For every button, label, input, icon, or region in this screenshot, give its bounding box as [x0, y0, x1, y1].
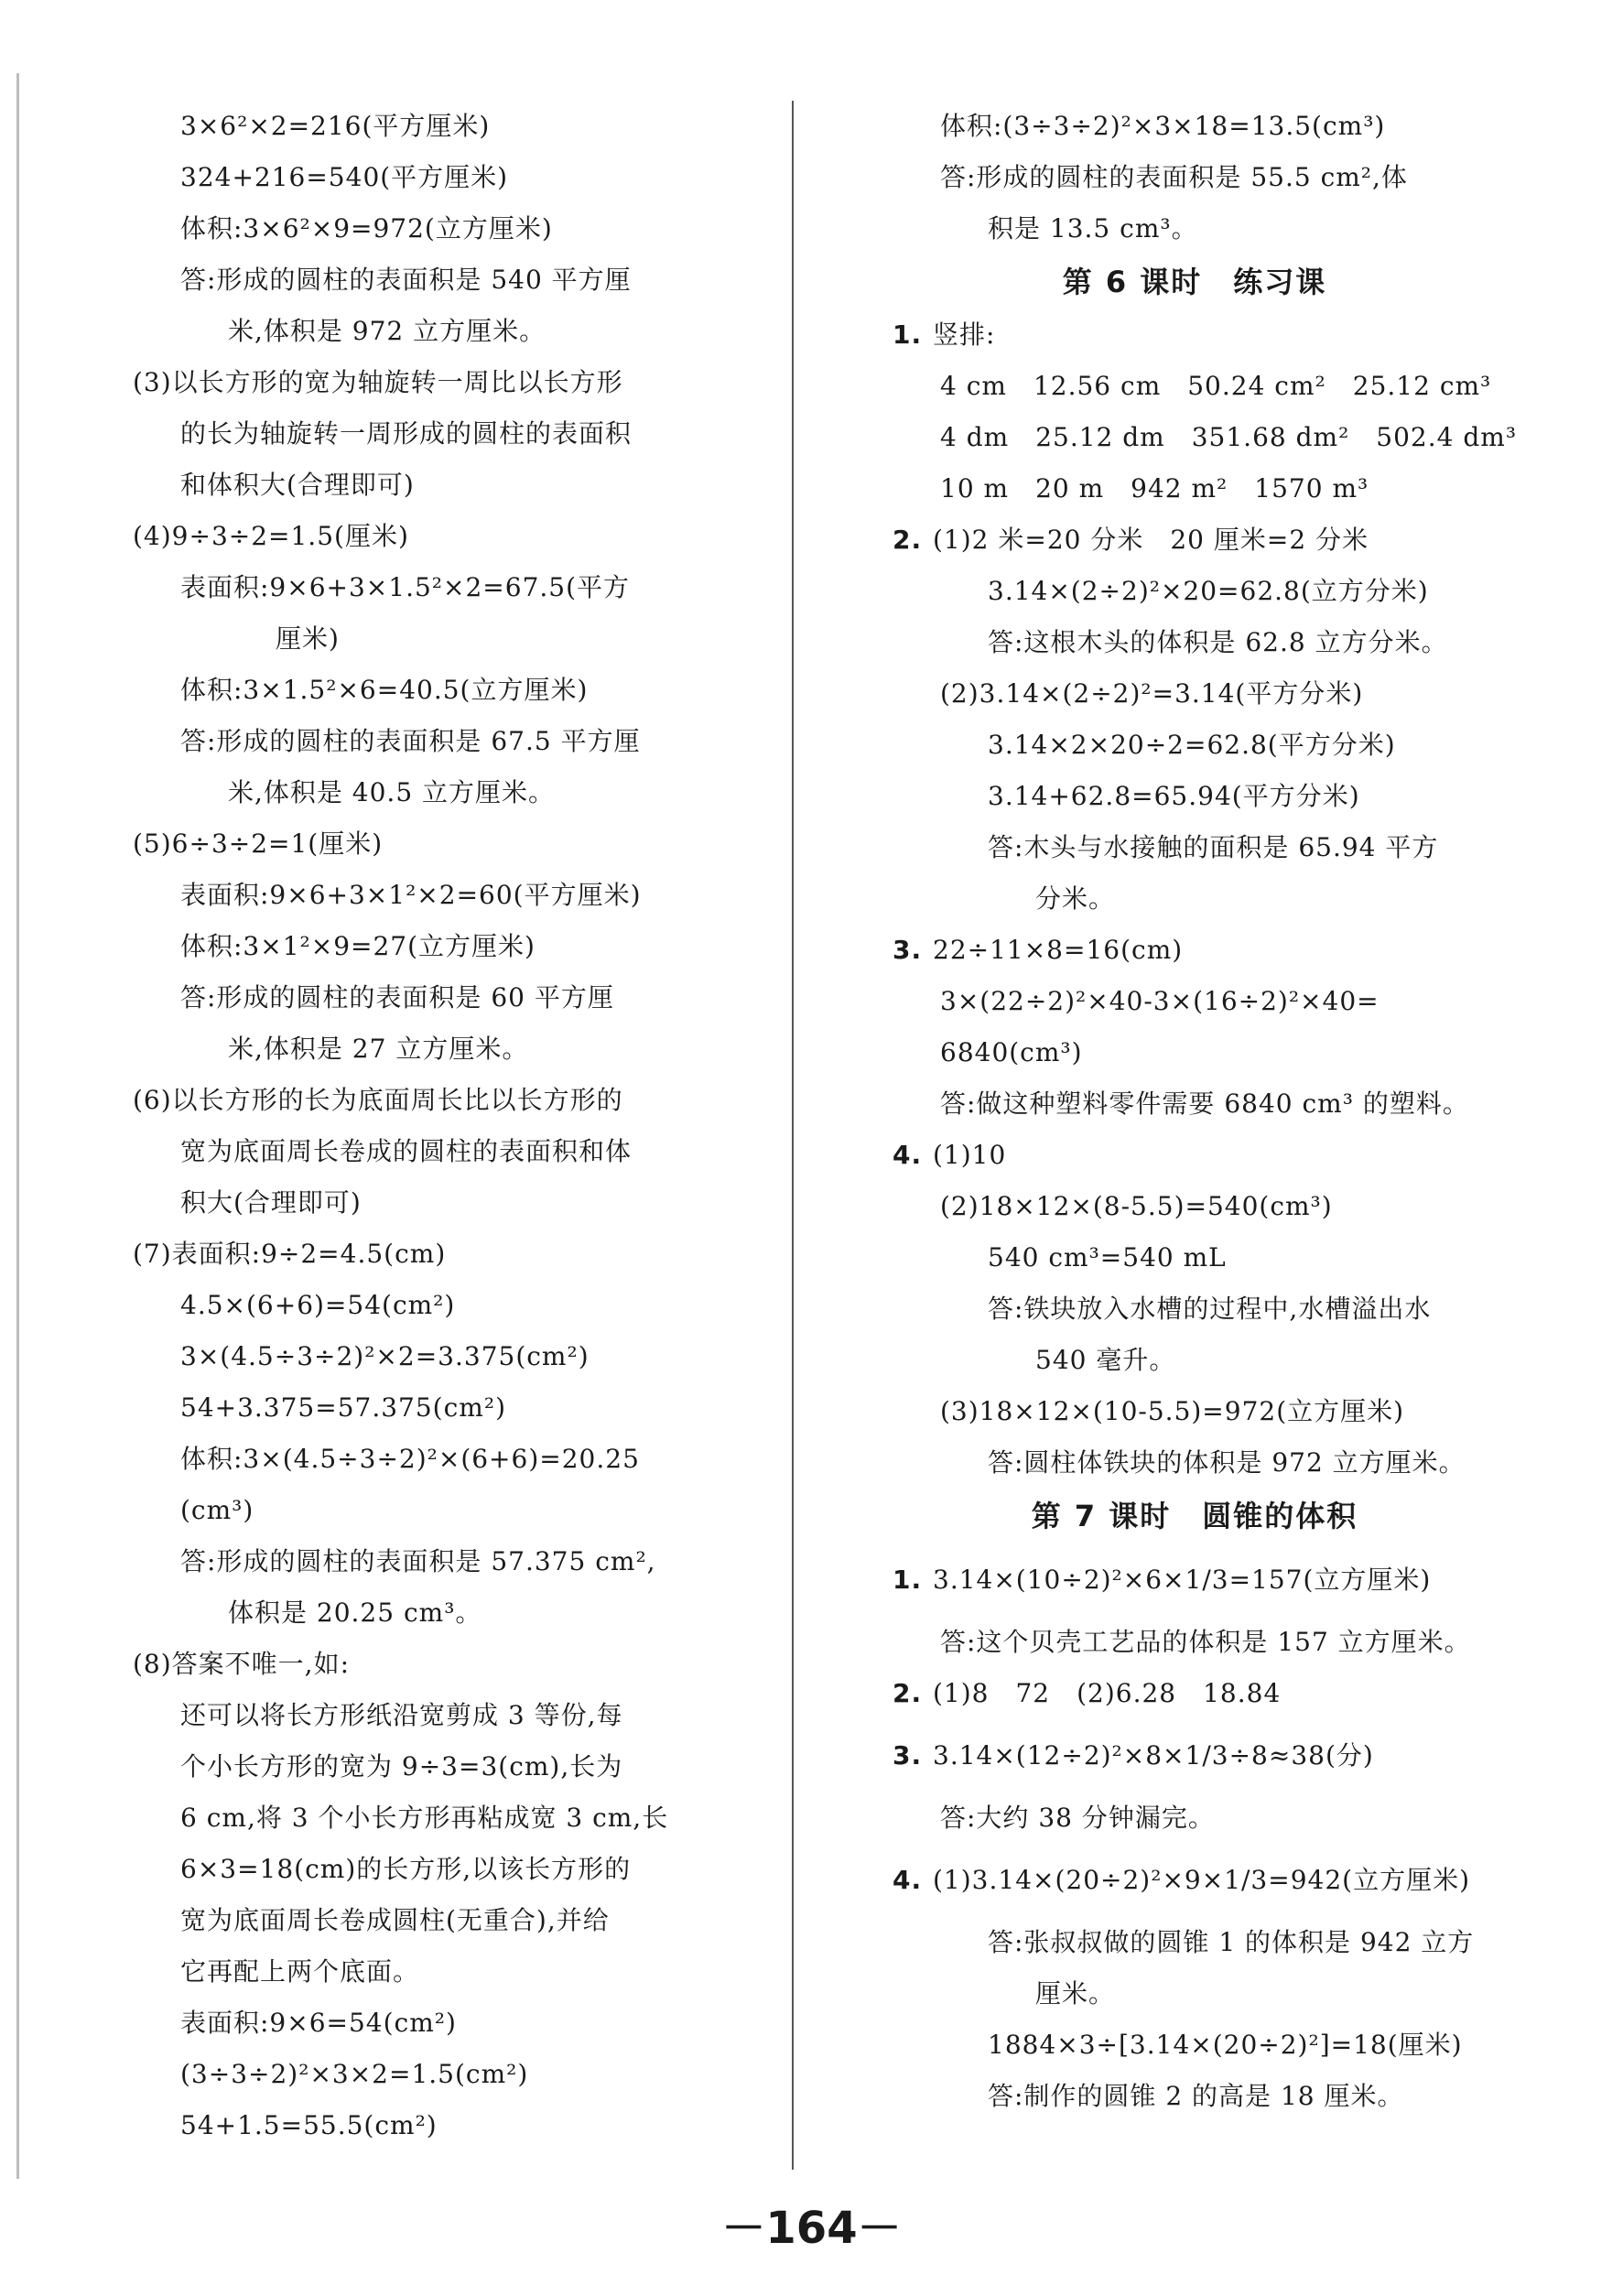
answer-text: 4 dm 25.12 dm 351.68 dm² 502.4 dm³	[940, 422, 1518, 452]
answer-text: 答:这根木头的体积是 62.8 立方分米。	[988, 627, 1448, 657]
answer-text: 米,体积是 27 立方厘米。	[228, 1034, 529, 1064]
answer-line	[133, 357, 764, 408]
answer-text: (3)以长方形的宽为轴旋转一周比以长方形	[133, 367, 623, 397]
question-number: 2.	[893, 525, 923, 555]
answer-line	[893, 101, 1497, 152]
answer-text: 6×3=18(cm)的长方形,以该长方形的	[180, 1854, 632, 1884]
answer-line	[133, 255, 764, 306]
answer-line	[893, 976, 1497, 1027]
answer-text: 厘米)	[276, 623, 340, 654]
answer-text: 积大(合理即可)	[180, 1187, 362, 1218]
answer-text: 米,体积是 40.5 立方厘米。	[228, 777, 556, 807]
answer-text: 3×(22÷2)²×40-3×(16÷2)²×40=	[940, 986, 1380, 1016]
answer-text: 答:大约 38 分钟漏完。	[940, 1803, 1215, 1833]
answer-line	[893, 1437, 1497, 1489]
answer-text: 54+1.5=55.5(cm²)	[180, 2110, 438, 2140]
answer-line	[893, 1617, 1497, 1668]
answer-text: 3.14×(12÷2)²×8×1/3÷8≈38(分)	[933, 1740, 1374, 1771]
answer-text: 4 cm 12.56 cm 50.24 cm² 25.12 cm³	[940, 371, 1492, 401]
answer-text: 3.14×(10÷2)²×6×1/3=157(立方厘米)	[933, 1565, 1432, 1595]
answer-line	[133, 511, 764, 562]
answer-text: 答:木头与水接触的面积是 65.94 平方	[988, 832, 1439, 862]
answer-text: 表面积:9×6+3×1.5²×2=67.5(平方	[180, 572, 631, 602]
answer-text: 厘米。	[1035, 1978, 1116, 2009]
answer-text: 3×6²×2=216(平方厘米)	[180, 111, 491, 141]
answer-text: (1)10	[933, 1140, 1007, 1170]
answer-line	[133, 1895, 764, 1946]
answer-line	[133, 1639, 764, 1690]
answer-line	[893, 617, 1497, 668]
answer-line	[893, 720, 1497, 771]
answer-text: (1)2 米=20 分米 20 厘米=2 分米	[933, 525, 1369, 555]
answer-line	[133, 1382, 764, 1434]
answer-line	[893, 1181, 1497, 1232]
answer-line	[133, 1485, 764, 1536]
answer-text: (3÷3÷2)²×3×2=1.5(cm²)	[180, 2059, 529, 2089]
answer-text: 体积:(3÷3÷2)²×3×18=13.5(cm³)	[940, 111, 1386, 141]
answer-text: 个小长方形的宽为 9÷3=3(cm),长为	[180, 1751, 623, 1782]
answer-line	[893, 1968, 1497, 2020]
answer-line	[133, 1023, 764, 1075]
answer-text: 540 毫升。	[1035, 1345, 1176, 1375]
answer-line	[893, 1917, 1497, 1968]
answer-text: 竖排:	[933, 319, 996, 350]
answer-text: 3×(4.5÷3÷2)²×2=3.375(cm²)	[180, 1341, 590, 1371]
answer-text: 答:这个贝壳工艺品的体积是 157 立方厘米。	[940, 1627, 1471, 1657]
answer-line	[133, 562, 764, 613]
question-number: 4.	[893, 1140, 923, 1170]
answer-text: (6)以长方形的长为底面周长比以长方形的	[133, 1085, 623, 1115]
answer-line	[893, 925, 1497, 976]
answer-text: (7)表面积:9÷2=4.5(cm)	[133, 1239, 447, 1269]
answer-line	[133, 767, 764, 818]
answer-line	[133, 203, 764, 255]
answer-text: 答:圆柱体铁块的体积是 972 立方厘米。	[988, 1447, 1466, 1478]
answer-text: 答:做这种塑料零件需要 6840 cm³ 的塑料。	[940, 1088, 1469, 1119]
answer-text: 答:铁块放入水槽的过程中,水槽溢出水	[988, 1294, 1432, 1324]
answer-line	[133, 408, 764, 460]
answer-text: 4.5×(6+6)=54(cm²)	[180, 1290, 456, 1320]
answer-line	[893, 1232, 1497, 1283]
answer-text: 宽为底面周长卷成的圆柱的表面积和体	[180, 1136, 633, 1166]
answer-text: 积是 13.5 cm³。	[988, 213, 1198, 244]
answer-line	[133, 1075, 764, 1126]
page-number: －164－	[721, 2203, 902, 2254]
answer-line	[133, 101, 764, 152]
answer-line	[133, 1587, 764, 1639]
answer-line	[133, 921, 764, 972]
answer-line	[133, 1536, 764, 1587]
answer-line	[893, 1078, 1497, 1130]
answer-text: 324+216=540(平方厘米)	[180, 162, 509, 192]
answer-text: 体积:3×(4.5÷3÷2)²×(6+6)=20.25	[180, 1444, 640, 1474]
answer-line	[893, 822, 1497, 873]
question-number: 1.	[893, 1565, 923, 1595]
answer-line	[133, 1946, 764, 1998]
answer-line	[893, 309, 1497, 361]
page-edge-line	[16, 73, 19, 2179]
answer-text: 3.14×(2÷2)²×20=62.8(立方分米)	[988, 576, 1429, 606]
answer-line	[893, 1335, 1497, 1386]
right-column	[893, 101, 1518, 2122]
answer-line	[893, 1386, 1497, 1437]
answer-text: (3)18×12×(10-5.5)=972(立方厘米)	[940, 1396, 1405, 1426]
answer-line	[893, 1668, 1497, 1719]
answer-line	[893, 514, 1497, 566]
answer-line	[133, 1844, 764, 1895]
answer-text: 体积:3×1.5²×6=40.5(立方厘米)	[180, 675, 589, 705]
answer-line	[133, 613, 764, 665]
question-number: 1.	[893, 319, 923, 350]
answer-line	[133, 306, 764, 357]
answer-line	[133, 1331, 764, 1382]
answer-text: 体积是 20.25 cm³。	[228, 1597, 482, 1628]
answer-line	[133, 1280, 764, 1331]
answer-text: (4)9÷3÷2=1.5(厘米)	[133, 521, 409, 551]
answer-text: 54+3.375=57.375(cm²)	[180, 1392, 506, 1423]
question-number: 4.	[893, 1865, 923, 1895]
answer-line	[133, 1998, 764, 2049]
answer-text: 分米。	[1035, 883, 1116, 914]
answer-text: (2)3.14×(2÷2)²=3.14(平方分米)	[940, 678, 1364, 709]
answer-line	[133, 2049, 764, 2100]
answer-text: (5)6÷3÷2=1(厘米)	[133, 829, 384, 859]
answer-text: 1884×3÷[3.14×(20÷2)²]=18(厘米)	[988, 2030, 1463, 2060]
answer-text: 22÷11×8=16(cm)	[933, 935, 1184, 965]
answer-line	[893, 203, 1497, 255]
answer-line	[893, 412, 1518, 463]
answer-text: 和体积大(合理即可)	[180, 470, 415, 500]
answer-text: 10 m 20 m 942 m² 1570 m³	[940, 473, 1369, 504]
answer-text: 体积:3×1²×9=27(立方厘米)	[180, 931, 536, 961]
answer-text: (2)18×12×(8-5.5)=540(cm³)	[940, 1191, 1333, 1221]
answer-line	[133, 1741, 764, 1792]
answer-text: 答:张叔叔做的圆锥 1 的体积是 942 立方	[988, 1927, 1475, 1957]
question-number: 3.	[893, 1740, 923, 1771]
section-heading: 第 7 课时 圆锥的体积	[1031, 1499, 1358, 1533]
answer-text: 答:形成的圆柱的表面积是 67.5 平方厘	[180, 726, 641, 756]
answer-text: 答:形成的圆柱的表面积是 60 平方厘	[180, 982, 614, 1013]
question-number: 3.	[893, 935, 923, 965]
answer-line	[893, 1719, 1497, 1792]
answer-line	[133, 972, 764, 1023]
answer-line	[133, 1177, 764, 1229]
column-divider	[792, 101, 794, 2170]
answer-line	[133, 818, 764, 870]
answer-text: 表面积:9×6+3×1²×2=60(平方厘米)	[180, 880, 642, 910]
answer-text: 的长为轴旋转一周形成的圆柱的表面积	[180, 418, 633, 449]
answer-text: 答:制作的圆锥 2 的高是 18 厘米。	[988, 2081, 1404, 2111]
answer-line	[893, 2071, 1497, 2122]
answer-text: (1)3.14×(20÷2)²×9×1/3=942(立方厘米)	[933, 1865, 1470, 1895]
answer-line	[133, 2100, 764, 2151]
answer-line	[893, 1027, 1497, 1078]
answer-text: 3.14+62.8=65.94(平方分米)	[988, 781, 1360, 811]
answer-line	[893, 873, 1497, 925]
answer-line	[893, 2020, 1497, 2071]
answer-line	[893, 152, 1497, 203]
section-heading: 第 6 课时 练习课	[1062, 265, 1327, 299]
answer-line	[893, 361, 1497, 412]
answer-line	[133, 870, 764, 921]
answer-line	[893, 1283, 1497, 1335]
answer-text: 3.14×2×20÷2=62.8(平方分米)	[988, 730, 1396, 760]
answer-text: 答:形成的圆柱的表面积是 540 平方厘	[180, 265, 632, 295]
answer-text: 它再配上两个底面。	[180, 1956, 420, 1987]
answer-line	[133, 1690, 764, 1741]
answer-line	[893, 1130, 1497, 1181]
answer-text: 答:形成的圆柱的表面积是 55.5 cm²,体	[940, 162, 1408, 192]
answer-text: (8)答案不唯一,如:	[133, 1649, 350, 1679]
answer-line	[133, 1434, 764, 1485]
answer-line	[893, 1792, 1497, 1844]
answer-text: 答:形成的圆柱的表面积是 57.375 cm²,	[180, 1546, 656, 1576]
answer-text: (cm³)	[180, 1495, 254, 1525]
answer-line	[893, 1844, 1497, 1917]
answer-text: 还可以将长方形纸沿宽剪成 3 等份,每	[180, 1700, 623, 1730]
answer-line	[893, 668, 1497, 720]
answer-text: 6840(cm³)	[940, 1037, 1083, 1067]
answer-line	[893, 771, 1497, 822]
answer-text: 6 cm,将 3 个小长方形再粘成宽 3 cm,长	[180, 1803, 669, 1833]
answer-line	[133, 1792, 764, 1844]
answer-line	[893, 566, 1497, 617]
answer-line	[133, 1229, 764, 1280]
answer-line	[133, 460, 764, 511]
answer-line	[893, 1543, 1497, 1617]
left-column	[133, 101, 764, 2151]
answer-text: 体积:3×6²×9=972(立方厘米)	[180, 213, 553, 244]
answer-line	[133, 1126, 764, 1177]
answer-line	[133, 716, 764, 767]
answer-line	[133, 665, 764, 716]
question-number: 2.	[893, 1678, 923, 1708]
answer-text: 540 cm³=540 mL	[988, 1242, 1227, 1273]
answer-line	[893, 463, 1497, 514]
answer-text: 米,体积是 972 立方厘米。	[228, 316, 546, 346]
answer-line	[133, 152, 764, 203]
answer-text: 宽为底面周长卷成圆柱(无重合),并给	[180, 1905, 610, 1935]
answer-text: 表面积:9×6=54(cm²)	[180, 2008, 457, 2038]
answer-text: (1)8 72 (2)6.28 18.84	[933, 1678, 1282, 1708]
